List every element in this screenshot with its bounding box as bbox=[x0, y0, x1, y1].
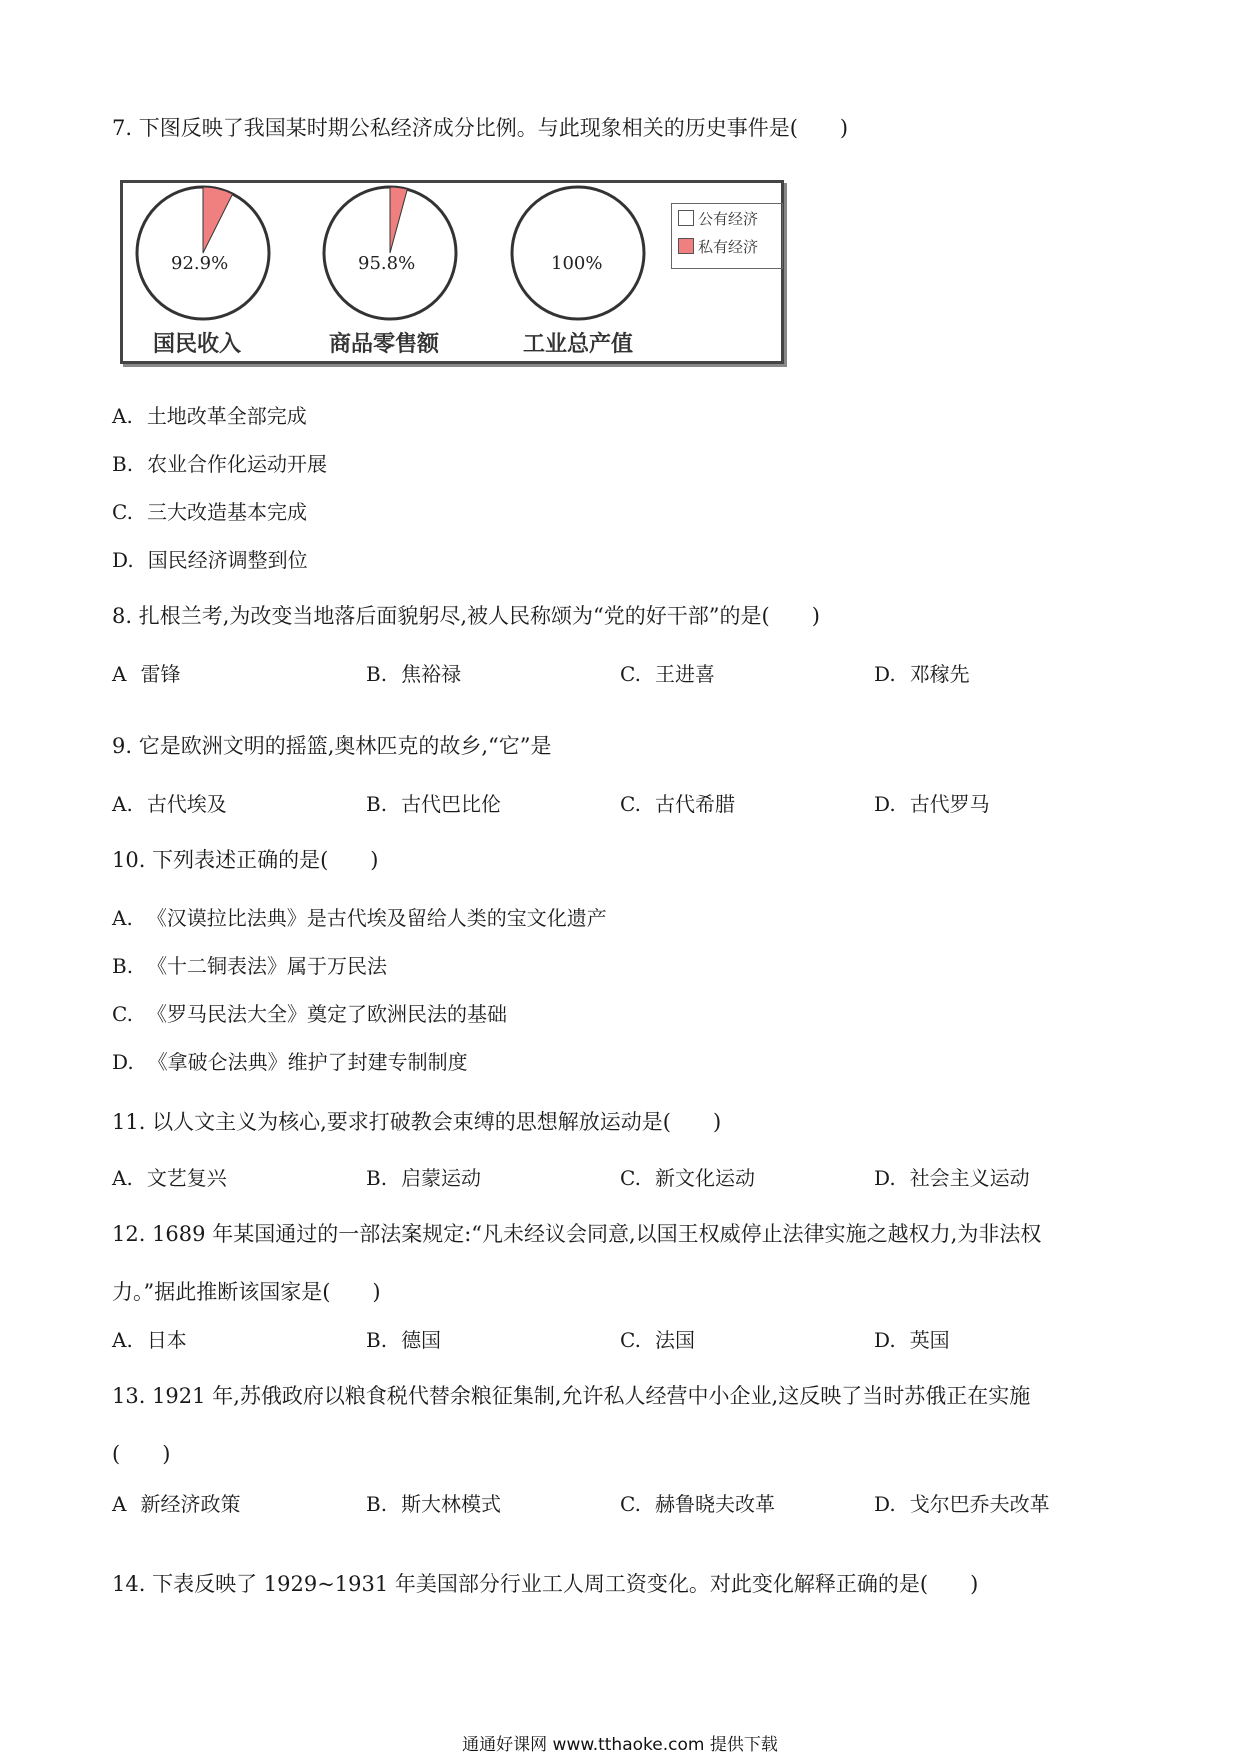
question-14-stem: 14. 下表反映了 1929~1931 年美国部分行业工人周工资变化。对此变化解释正确的是( ) bbox=[112, 1572, 979, 1596]
option-text: 文艺复兴 bbox=[146, 1166, 227, 1190]
option-letter: A. bbox=[112, 1166, 133, 1190]
question-13-stem-line2: ( ) bbox=[112, 1442, 171, 1466]
option-letter: A. bbox=[112, 404, 133, 428]
option-text: 邓稼先 bbox=[909, 662, 970, 686]
q8-option-a[interactable] bbox=[112, 660, 180, 688]
option-letter: D. bbox=[874, 662, 896, 686]
option-letter: A. bbox=[112, 792, 133, 816]
option-letter: D. bbox=[874, 1492, 896, 1516]
option-letter: C. bbox=[620, 1328, 641, 1352]
q7-option-a[interactable] bbox=[112, 402, 307, 430]
q7-option-d[interactable] bbox=[112, 546, 308, 574]
question-8-stem: 8. 扎根兰考,为改变当地落后面貌躬尽,被人民称颂为“党的好干部”的是( ) bbox=[112, 604, 820, 628]
q10-option-a[interactable] bbox=[112, 904, 607, 932]
question-10-stem: 10. 下列表述正确的是( ) bbox=[112, 848, 379, 872]
q7-option-c[interactable] bbox=[112, 498, 307, 526]
option-text: 《拿破仑法典》维护了封建专制制度 bbox=[147, 1050, 468, 1074]
pie-caption-3: 工业总产值 bbox=[523, 331, 634, 357]
q13-option-c[interactable] bbox=[620, 1490, 775, 1518]
option-text: 古代埃及 bbox=[146, 792, 227, 816]
q9-option-b[interactable] bbox=[366, 790, 501, 818]
option-letter: C. bbox=[620, 1166, 641, 1190]
option-text: 日本 bbox=[146, 1328, 187, 1352]
pie-label-3: 100% bbox=[551, 253, 603, 274]
question-9-stem: 9. 它是欧洲文明的摇篮,奥林匹克的故乡,“它”是 bbox=[112, 734, 552, 758]
option-text: 《罗马民法大全》奠定了欧洲民法的基础 bbox=[146, 1002, 507, 1026]
q10-option-d[interactable] bbox=[112, 1048, 468, 1076]
option-text: 赫鲁晓夫改革 bbox=[654, 1492, 775, 1516]
q7-option-b[interactable] bbox=[112, 450, 327, 478]
option-text: 新经济政策 bbox=[140, 1492, 241, 1516]
q12-option-c[interactable] bbox=[620, 1326, 695, 1354]
option-text: 《十二铜表法》属于万民法 bbox=[147, 954, 388, 978]
option-letter: C. bbox=[620, 1492, 641, 1516]
q12-option-a[interactable] bbox=[112, 1326, 187, 1354]
page-footer: 通通好课网 www.tthaoke.com 提供下载 bbox=[462, 1735, 778, 1755]
option-letter: B. bbox=[366, 792, 388, 816]
legend-label-private: 私有经济 bbox=[698, 237, 759, 256]
q9-option-d[interactable] bbox=[874, 790, 990, 818]
option-text: 焦裕禄 bbox=[401, 662, 462, 686]
q10-option-b[interactable] bbox=[112, 952, 387, 980]
option-text: 戈尔巴乔夫改革 bbox=[909, 1492, 1050, 1516]
q10-option-c[interactable] bbox=[112, 1000, 507, 1028]
option-letter: D. bbox=[874, 1166, 896, 1190]
question-12-stem-line1: 12. 1689 年某国通过的一部法案规定:“凡未经议会同意,以国王权威停止法律实施之越权力,为非法权 bbox=[112, 1222, 1042, 1246]
option-letter: B. bbox=[366, 1328, 388, 1352]
option-text: 农业合作化运动开展 bbox=[147, 452, 328, 476]
option-letter: C. bbox=[112, 1002, 133, 1026]
option-letter: A. bbox=[112, 906, 133, 930]
question-13-stem-line1: 13. 1921 年,苏俄政府以粮食税代替余粮征集制,允许私人经营中小企业,这反映了当时苏俄正在实施 bbox=[112, 1384, 1031, 1408]
option-letter: B. bbox=[112, 452, 134, 476]
chart-legend bbox=[671, 203, 783, 269]
q8-option-d[interactable] bbox=[874, 660, 970, 688]
q12-option-d[interactable] bbox=[874, 1326, 950, 1354]
q13-option-d[interactable] bbox=[874, 1490, 1050, 1518]
option-letter: B. bbox=[366, 1492, 388, 1516]
q13-option-b[interactable] bbox=[366, 1490, 501, 1518]
option-letter: C. bbox=[620, 792, 641, 816]
legend-swatch-private bbox=[678, 238, 694, 254]
option-letter: C. bbox=[620, 662, 641, 686]
q13-option-a[interactable] bbox=[112, 1490, 240, 1518]
option-text: 王进喜 bbox=[654, 662, 715, 686]
option-text: 德国 bbox=[401, 1328, 442, 1352]
question-11-stem: 11. 以人文主义为核心,要求打破教会束缚的思想解放运动是( ) bbox=[112, 1110, 722, 1134]
option-text: 启蒙运动 bbox=[401, 1166, 482, 1190]
legend-swatch-public bbox=[678, 210, 694, 226]
option-letter: A bbox=[112, 1492, 127, 1516]
legend-label-public: 公有经济 bbox=[698, 209, 759, 228]
option-letter: D. bbox=[874, 792, 896, 816]
option-text: 新文化运动 bbox=[654, 1166, 755, 1190]
option-text: 土地改革全部完成 bbox=[146, 404, 307, 428]
option-text: 古代罗马 bbox=[909, 792, 990, 816]
q8-option-c[interactable] bbox=[620, 660, 715, 688]
option-text: 法国 bbox=[654, 1328, 695, 1352]
q11-option-b[interactable] bbox=[366, 1164, 481, 1192]
option-letter: C. bbox=[112, 500, 133, 524]
option-letter: A bbox=[112, 662, 127, 686]
legend-item-public bbox=[672, 204, 782, 232]
q8-option-b[interactable] bbox=[366, 660, 461, 688]
question-12-stem-line2: 力。”据此推断该国家是( ) bbox=[112, 1280, 381, 1304]
q9-option-c[interactable] bbox=[620, 790, 735, 818]
option-letter: B. bbox=[366, 1166, 388, 1190]
q11-option-d[interactable] bbox=[874, 1164, 1030, 1192]
option-text: 斯大林模式 bbox=[401, 1492, 502, 1516]
option-text: 《汉谟拉比法典》是古代埃及留给人类的宝文化遗产 bbox=[146, 906, 607, 930]
option-text: 国民经济调整到位 bbox=[147, 548, 308, 572]
q12-option-b[interactable] bbox=[366, 1326, 441, 1354]
option-text: 古代希腊 bbox=[654, 792, 735, 816]
option-text: 社会主义运动 bbox=[909, 1166, 1030, 1190]
question-7-stem: 7. 下图反映了我国某时期公私经济成分比例。与此现象相关的历史事件是( ) bbox=[112, 116, 849, 140]
option-text: 古代巴比伦 bbox=[401, 792, 502, 816]
option-letter: D. bbox=[112, 1050, 134, 1074]
option-letter: D. bbox=[874, 1328, 896, 1352]
q9-option-a[interactable] bbox=[112, 790, 227, 818]
pie-label-1: 92.9% bbox=[171, 253, 229, 274]
option-letter: B. bbox=[366, 662, 388, 686]
q11-option-c[interactable] bbox=[620, 1164, 755, 1192]
legend-item-private bbox=[672, 232, 782, 260]
pie-caption-1: 国民收入 bbox=[153, 331, 242, 357]
option-text: 三大改造基本完成 bbox=[146, 500, 307, 524]
pie-caption-2: 商品零售额 bbox=[329, 331, 440, 357]
economic-pie-figure bbox=[120, 180, 784, 364]
option-letter: A. bbox=[112, 1328, 133, 1352]
pie-label-2: 95.8% bbox=[358, 253, 416, 274]
q11-option-a[interactable] bbox=[112, 1164, 227, 1192]
option-text: 雷锋 bbox=[140, 662, 181, 686]
option-letter: B. bbox=[112, 954, 134, 978]
option-letter: D. bbox=[112, 548, 134, 572]
option-text: 英国 bbox=[909, 1328, 950, 1352]
